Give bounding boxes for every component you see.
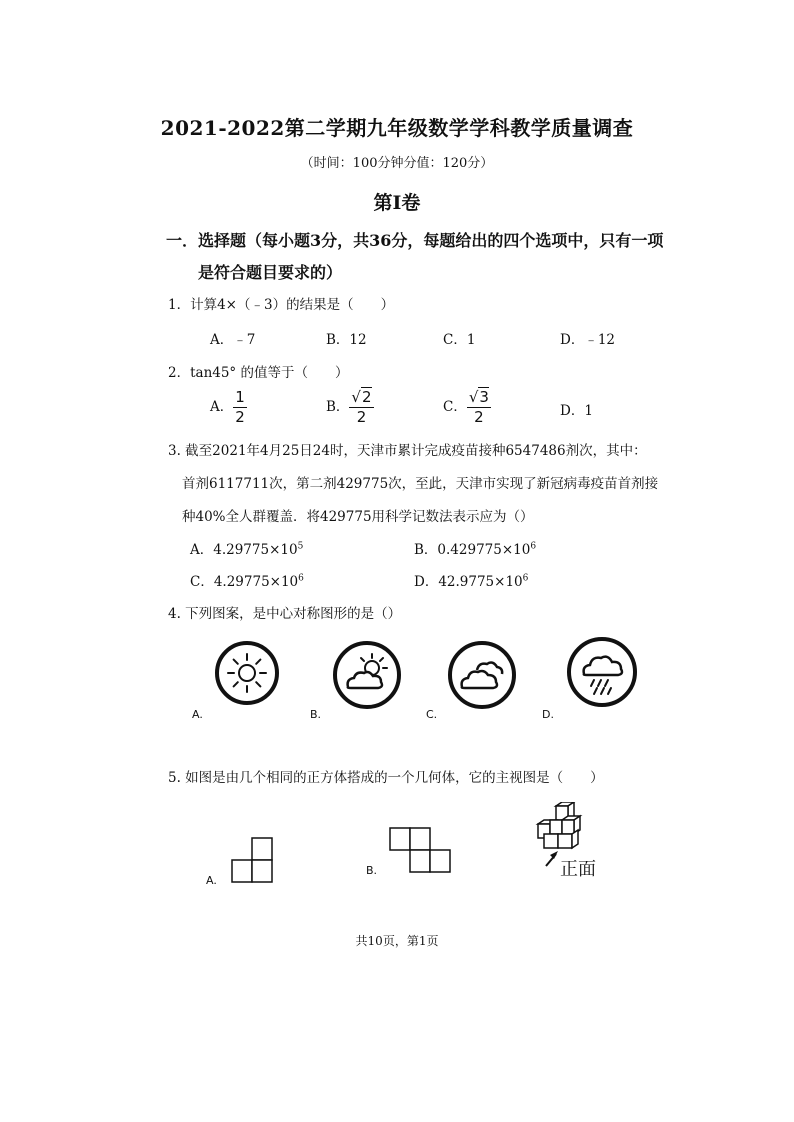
q4-label-d: D.: [542, 708, 554, 721]
q4-label-a: A.: [192, 708, 203, 721]
numerator: 1: [235, 388, 245, 406]
page-title: 2021-2022第二学期九年级数学学科教学质量调查: [160, 116, 634, 140]
q2-a-label: A．: [210, 399, 234, 415]
question-1-stem: 1．计算4×（﹣3）的结果是（ ）: [168, 297, 395, 313]
question-3-line-2: 首剂6117711次，第二剂429775次，至此，天津市实现了新冠病毒疫苗首剂接: [182, 476, 659, 492]
exponent: 5: [297, 541, 304, 552]
exponent: 6: [522, 573, 529, 584]
rain-icon: [566, 636, 638, 708]
section-heading-cont: 是符合题目要求的）: [198, 263, 343, 282]
numerator: √3: [468, 388, 489, 406]
volume-heading: 第Ⅰ卷: [373, 192, 421, 214]
q4-label-b: B.: [310, 708, 322, 721]
q5-option-a-figure: [230, 836, 274, 884]
q2-option-a: [210, 390, 247, 425]
radicand: 2: [361, 388, 372, 406]
cloudy-icon: [447, 640, 517, 710]
q4-label-c: C.: [426, 708, 438, 721]
question-5-stem: 5. 如图是由几个相同的正方体搭成的一个几何体，它的主视图是（ ）: [168, 770, 604, 786]
fraction: [467, 390, 491, 425]
q1-option-c: C．1: [443, 332, 476, 348]
q1-option-d: D．﹣12: [560, 332, 616, 348]
question-3-line-3: 种40%全人群覆盖．将429775用科学记数法表示应为（）: [182, 509, 534, 525]
question-3-line-1: 3. 截至2021年4月25日24时，天津市累计完成疫苗接种6547486剂次，其中：: [168, 443, 647, 459]
page-footer: 共10页，第1页: [355, 934, 439, 948]
q2-option-b: [326, 390, 374, 425]
q3-option-a: [190, 538, 303, 558]
q5-option-b-figure: [388, 826, 454, 876]
q1-option-a: A．﹣7: [210, 332, 256, 348]
fraction: [233, 390, 247, 425]
fraction: [349, 390, 373, 425]
denominator: 2: [235, 408, 245, 426]
q2-option-c: [443, 390, 491, 425]
exponent: 6: [530, 541, 537, 552]
q2-c-label: C．: [443, 399, 467, 415]
partly-cloudy-icon: [332, 640, 402, 710]
sun-icon: [214, 640, 280, 706]
front-view-label: 正面: [560, 859, 596, 880]
denominator: 2: [356, 408, 367, 426]
section-heading: 一．选择题（每小题3分，共36分，每题给出的四个选项中，只有一项: [166, 231, 664, 250]
q2-b-label: B．: [326, 399, 350, 415]
q5-label-a: A.: [206, 874, 217, 887]
q3-b-text: B．0.429775×10: [414, 542, 531, 558]
q5-label-b: B.: [366, 864, 378, 877]
q3-option-d: [414, 570, 528, 590]
q1-option-b: B．12: [326, 332, 367, 348]
denominator: 2: [474, 408, 484, 426]
question-2-stem: 2．tan45° 的值等于（ ）: [168, 365, 349, 381]
numerator: √2: [351, 388, 372, 406]
q3-option-c: [190, 570, 304, 590]
q3-option-b: [414, 538, 536, 558]
q3-a-text: A．4.29775×10: [190, 542, 298, 558]
q3-d-text: D．42.9775×10: [414, 574, 523, 590]
exponent: 6: [298, 573, 304, 584]
q3-c-text: C．4.29775×10: [190, 574, 299, 590]
question-4-stem: 4. 下列图案，是中心对称图形的是（）: [168, 606, 402, 622]
q2-option-d: D．1: [560, 403, 593, 419]
exam-info: （时间：100分钟分值：120分）: [300, 156, 494, 171]
radicand: 3: [479, 388, 489, 406]
